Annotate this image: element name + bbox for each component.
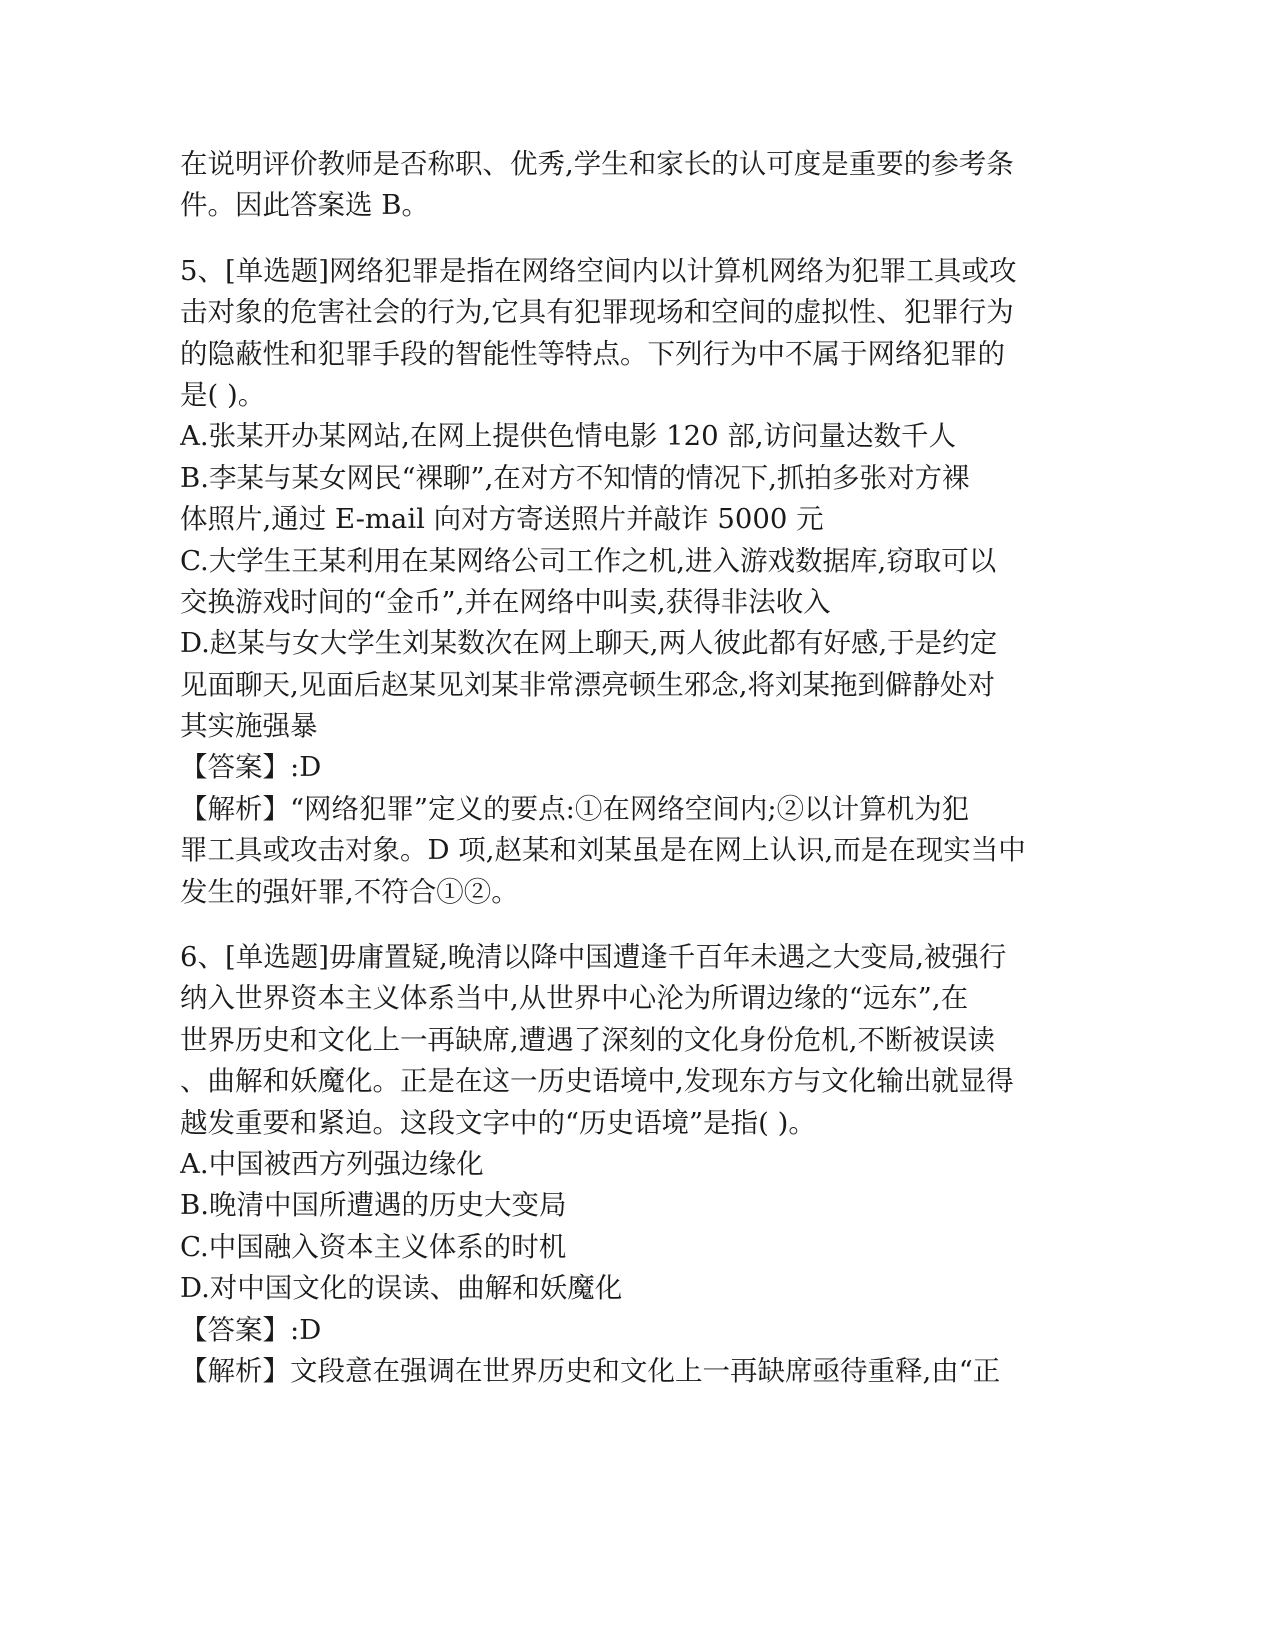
text-line: 其实施强暴 [180, 710, 318, 743]
document-page [180, 144, 1050, 1392]
text-line: C.大学生王某利用在某网络公司工作之机,进入游戏数据库,窃取可以 [180, 544, 997, 577]
answer-line: 【答案】:D [180, 1313, 322, 1346]
text-line: 、曲解和妖魔化。正是在这一历史语境中,发现东方与文化输出就显得 [180, 1065, 1014, 1098]
question-5 [180, 251, 1050, 913]
text-line: 件。因此答案选 B。 [180, 189, 429, 222]
option-c [180, 541, 1050, 624]
text-line: 在说明评价教师是否称职、优秀,学生和家长的认可度是重要的参考条 [180, 148, 1014, 180]
text-line: 纳入世界资本主义体系当中,从世界中心沦为所谓边缘的“远东”,在 [180, 982, 969, 1015]
text-line: 世界历史和文化上一再缺席,遭遇了深刻的文化身份危机,不断被误读 [180, 1023, 995, 1056]
option-a: A.中国被西方列强边缘化 [180, 1147, 484, 1180]
question-stem [180, 937, 1050, 1144]
text-line: 发生的强奸罪,不符合①②。 [180, 875, 519, 908]
option-c: C.中国融入资本主义体系的时机 [180, 1230, 567, 1263]
question-stem [180, 251, 1050, 417]
text-line: D.赵某与女大学生刘某数次在网上聊天,两人彼此都有好感,于是约定 [180, 627, 998, 660]
option-d: D.对中国文化的误读、曲解和妖魔化 [180, 1272, 623, 1305]
option-b [180, 458, 1050, 541]
text-line: 是( )。 [180, 378, 266, 411]
answer-line: 【答案】:D [180, 751, 322, 784]
text-line: 【解析】“网络犯罪”定义的要点:①在网络空间内;②以计算机为犯 [180, 792, 970, 825]
paragraph-gap [180, 913, 1050, 937]
text-line: 【解析】文段意在强调在世界历史和文化上一再缺席亟待重释,由“正 [180, 1354, 1001, 1387]
option-b: B.晚清中国所遭遇的历史大变局 [180, 1189, 567, 1222]
text-line: B.李某与某女网民“裸聊”,在对方不知情的情况下,抓拍多张对方裸 [180, 461, 970, 494]
analysis [180, 789, 1050, 913]
text-line: 越发重要和紧迫。这段文字中的“历史语境”是指( )。 [180, 1106, 816, 1139]
text-line: 击对象的危害社会的行为,它具有犯罪现场和空间的虚拟性、犯罪行为 [180, 296, 1014, 329]
text-line: 6、[单选题]毋庸置疑,晚清以降中国遭逢千百年未遇之大变局,被强行 [180, 941, 1007, 974]
text-line: 见面聊天,见面后赵某见刘某非常漂亮顿生邪念,将刘某拖到僻静处对 [180, 668, 995, 701]
text-line: 体照片,通过 E-mail 向对方寄送照片并敲诈 5000 元 [180, 503, 824, 536]
option-d [180, 623, 1050, 747]
option-a [180, 416, 1050, 457]
text-line: A.张某开办某网站,在网上提供色情电影 120 部,访问量达数千人 [180, 420, 957, 453]
analysis [180, 1351, 1050, 1392]
paragraph-gap [180, 227, 1050, 251]
text-line: 交换游戏时间的“金币”,并在网络中叫卖,获得非法收入 [180, 585, 831, 618]
question-6 [180, 937, 1050, 1392]
text-line: 罪工具或攻击对象。D 项,赵某和刘某虽是在网上认识,而是在现实当中 [180, 834, 1026, 867]
carryover-paragraph [180, 144, 1050, 227]
text-line: 5、[单选题]网络犯罪是指在网络空间内以计算机网络为犯罪工具或攻 [180, 254, 1017, 287]
text-line: 的隐蔽性和犯罪手段的智能性等特点。下列行为中不属于网络犯罪的 [180, 337, 1005, 370]
